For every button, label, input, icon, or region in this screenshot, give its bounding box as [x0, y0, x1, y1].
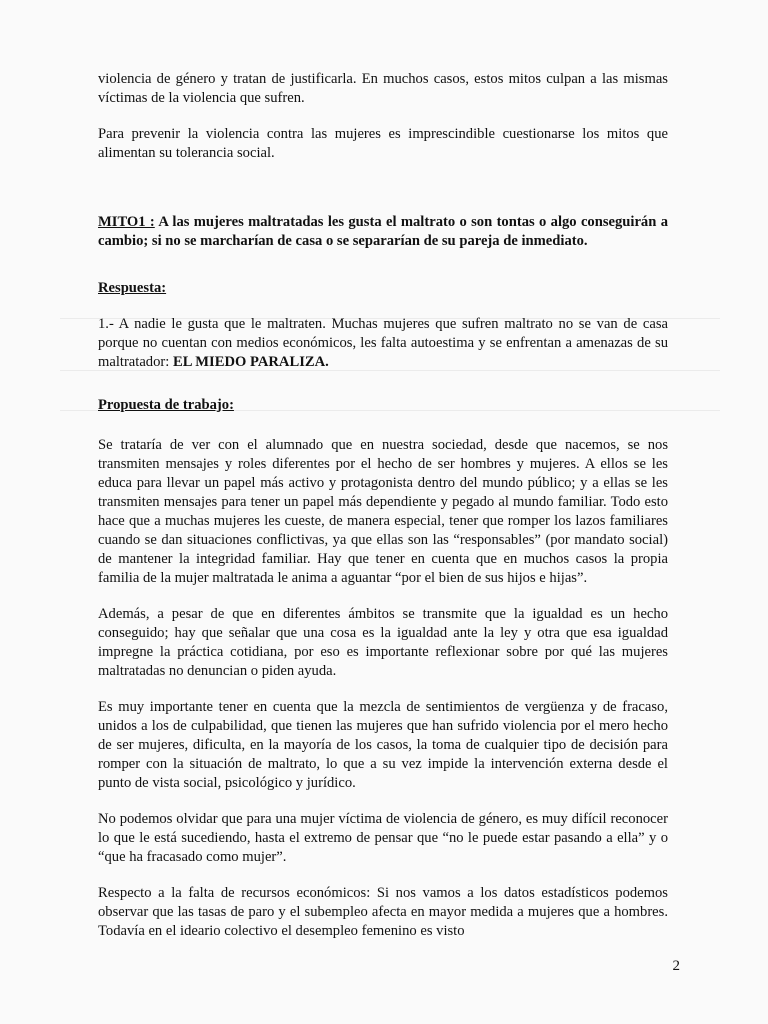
proposal-heading: Propuesta de trabajo: [98, 397, 234, 413]
myth-label: MITO1 : [98, 214, 155, 230]
answer-heading: Respuesta: [98, 280, 167, 296]
proposal-paragraph-1: Se trataría de ver con el alumnado que en nuestra sociedad, desde que nacemos, se nos transmiten mensajes y roles diferentes por el hecho de ser hombres y mujeres. A ellos se les educa para llevar un papel más activo y protagonista dentro del mundo público; y a ellas se les transmiten mensajes para tener un papel más dependiente y pegado al mundo familiar. Todo esto hace que a muchas mujeres les cueste, de manera especial, tener que romper los lazos familiares cuando se dan situaciones conflictivas, ya que ellas son las “responsables” (por mandato social) de mantener la integridad familiar. Hay que tener en cuenta que en muchos casos la propia familia de la mujer maltratada le anima a aguantar “por el bien de sus hijos e hijas”. [98, 437, 668, 586]
answer-emphasis: EL MIEDO PARALIZA. [172, 354, 329, 370]
bleed-through-line [60, 318, 720, 319]
myth-statement [98, 213, 668, 251]
bleed-through-line [60, 370, 720, 371]
intro-paragraph-1: violencia de género y tratan de justificarla. En muchos casos, estos mitos culpan a las mismas víctimas de la violencia que sufren. [98, 71, 668, 106]
proposal-paragraph-4: No podemos olvidar que para una mujer víctima de violencia de género, es muy difícil reconocer lo que le está sucediendo, hasta el extremo de pensar que “no le puede estar pasando a ella” y o “que ha fracasado como mujer”. [98, 811, 668, 865]
page-number: 2 [672, 958, 680, 974]
intro-paragraph-2: Para prevenir la violencia contra las mujeres es imprescindible cuestionarse los mitos que alimentan su tolerancia social. [98, 126, 668, 161]
proposal-paragraph-2: Además, a pesar de que en diferentes ámbitos se transmite que la igualdad es un hecho conseguido; hay que señalar que una cosa es la igualdad ante la ley y otra que esa igualdad impregne la práctica cotidiana, por eso es importante reflexionar sobre por qué las mujeres maltratadas no denuncian o piden ayuda. [98, 606, 668, 679]
bleed-through-line [60, 410, 720, 411]
proposal-paragraph-3: Es muy importante tener en cuenta que la mezcla de sentimientos de vergüenza y de fracaso, unidos a los de culpabilidad, que tienen las mujeres que han sufrido violencia por el mero hecho de ser mujeres, dificulta, en la mayoría de los casos, la toma de cualquier tipo de decisión para romper con la situación de maltrato, lo que a su vez impide la intervención externa desde el punto de vista social, psicológico y jurídico. [98, 699, 668, 791]
proposal-paragraph-5: Respecto a la falta de recursos económicos: Si nos vamos a los datos estadísticos podemos observar que las tasas de paro y el subempleo afecta en mayor medida a mujeres que a hombres. Todavía en el ideario colectivo el desempleo femenino es visto [98, 885, 668, 939]
myth-text: A las mujeres maltratadas les gusta el maltrato o son tontas o algo conseguirán a cambio; si no se marcharían de casa o se separarían de su pareja de inmediato. [98, 214, 668, 249]
answer-paragraph [98, 315, 668, 372]
answer-text: 1.- A nadie le gusta que le maltraten. Muchas mujeres que sufren maltrato no se van de casa porque no cuentan con medios económicos, les falta autoestima y se enfrentan a amenazas de su maltratador: [98, 316, 668, 370]
